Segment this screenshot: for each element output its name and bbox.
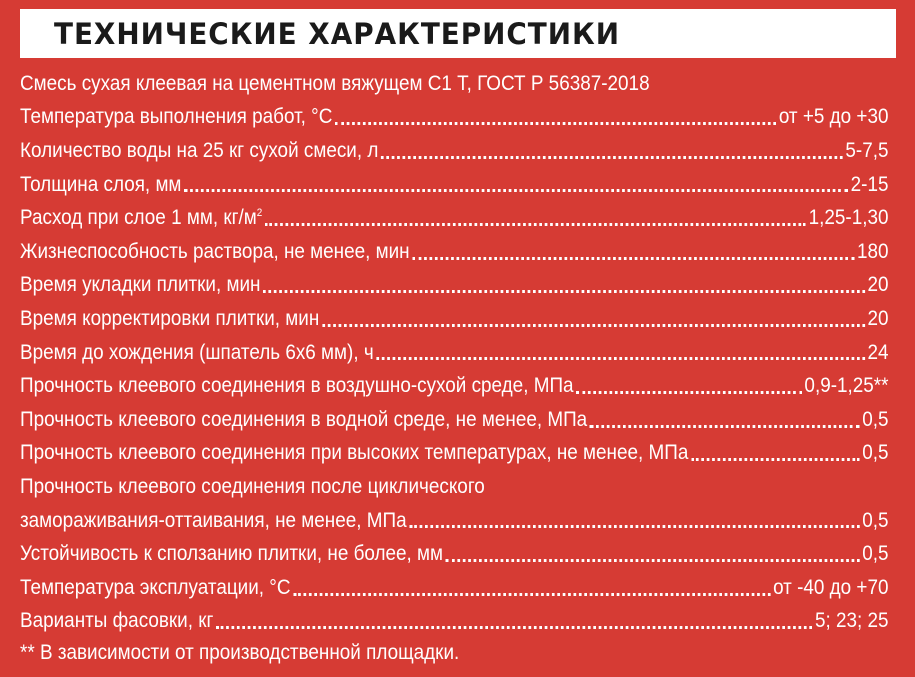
spec-row-walk-time — [20, 336, 889, 370]
spec-row-water-amount — [20, 134, 889, 168]
spec-value: 0,9-1,25** — [804, 374, 889, 398]
footnote: ** В зависимости от производственной площадки. — [20, 641, 460, 665]
spec-value: 2-15 — [850, 172, 889, 196]
page-title: ТЕХНИЧЕСКИЕ ХАРАКТЕРИСТИКИ — [54, 16, 620, 51]
spec-value: 180 — [856, 239, 889, 263]
dot-leader — [409, 524, 859, 528]
spec-value: 1,25-1,30 — [808, 206, 889, 230]
spec-label: Время укладки плитки, мин — [20, 273, 261, 297]
dot-leader — [590, 424, 860, 428]
dot-leader — [265, 222, 806, 226]
dot-leader — [293, 592, 770, 596]
dot-leader — [322, 323, 865, 327]
spec-value: 0,5 — [862, 407, 889, 431]
spec-label: Прочность клеевого соединения в воздушно-сухой среде, МПа — [20, 374, 574, 398]
spec-label: Количество воды на 25 кг сухой смеси, л — [20, 138, 379, 162]
spec-value: 20 — [867, 273, 889, 297]
product-description: Смесь сухая клеевая на цементном вяжущем С1 Т, ГОСТ Р 56387-2018 — [20, 72, 650, 95]
dot-leader — [412, 256, 854, 260]
spec-label-line1: Прочность клеевого соединения после циклического — [20, 475, 485, 499]
spec-row-bond-heat — [20, 437, 889, 471]
spec-label: Время до хождения (шпатель 6х6 мм), ч — [20, 340, 374, 364]
spec-row-work-temperature — [20, 101, 889, 135]
spec-row-bond-dry — [20, 369, 889, 403]
superscript-2: 2 — [256, 207, 263, 220]
spec-row-layer-thickness — [20, 168, 889, 202]
spec-row-slip-resistance — [20, 537, 889, 571]
spec-value: от -40 до +70 — [773, 575, 889, 599]
spec-value: 5; 23; 25 — [814, 609, 889, 633]
spec-value: 0,5 — [862, 508, 889, 532]
spec-label: замораживания-оттаивания, не менее, МПа — [20, 508, 407, 532]
spec-value: 20 — [867, 306, 889, 330]
spec-value: от +5 до +30 — [778, 105, 889, 129]
spec-row-pot-life — [20, 235, 889, 269]
spec-row-consumption — [20, 201, 889, 235]
spec-value: 24 — [867, 340, 889, 364]
dot-leader — [691, 457, 859, 461]
spec-label: Устойчивость к сползанию плитки, не более, мм — [20, 542, 444, 566]
spec-value: 0,5 — [862, 542, 889, 566]
dot-leader — [576, 390, 801, 394]
dot-leader — [446, 558, 860, 562]
spec-label — [20, 206, 262, 230]
spec-row-bond-freeze-thaw — [20, 504, 889, 538]
dot-leader — [381, 155, 843, 159]
dot-leader — [216, 625, 812, 629]
spec-row-bond-water — [20, 403, 889, 437]
spec-value: 5-7,5 — [845, 138, 889, 162]
spec-label: Время корректировки плитки, мин — [20, 306, 320, 330]
spec-row-laying-time — [20, 269, 889, 303]
spec-label: Прочность клеевого соединения в водной среде, не менее, МПа — [20, 407, 588, 431]
spec-label-text: Расход при слое 1 мм, кг/м — [20, 206, 257, 230]
dot-leader — [263, 289, 865, 293]
spec-label: Температура выполнения работ, °С — [20, 105, 333, 129]
title-banner — [20, 9, 896, 58]
dot-leader — [376, 356, 864, 360]
dot-leader — [184, 188, 848, 192]
spec-label: Температура эксплуатации, °С — [20, 575, 291, 599]
spec-list — [20, 67, 889, 668]
spec-label: Варианты фасовки, кг — [20, 609, 214, 633]
spec-row-service-temperature — [20, 571, 889, 605]
spec-row-packaging — [20, 605, 889, 639]
spec-value: 0,5 — [862, 441, 889, 465]
spec-label: Толщина слоя, мм — [20, 172, 182, 196]
spec-label: Жизнеспособность раствора, не менее, мин — [20, 239, 410, 263]
spec-label: Прочность клеевого соединения при высоких температурах, не менее, МПа — [20, 441, 689, 465]
spec-row-correction-time — [20, 302, 889, 336]
dot-leader — [335, 121, 776, 125]
